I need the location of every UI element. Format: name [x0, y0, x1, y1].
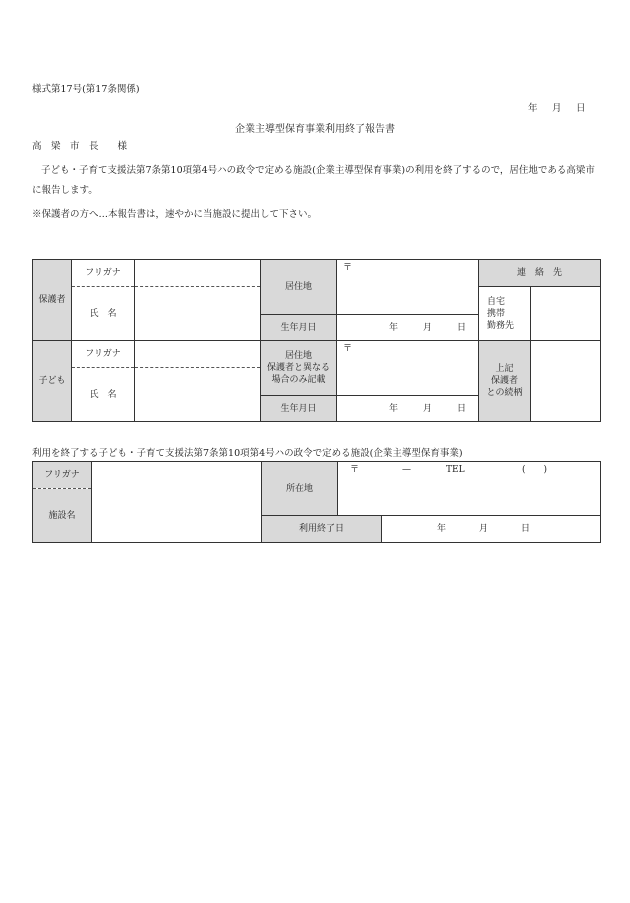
- child-name-field[interactable]: [135, 368, 261, 422]
- guardian-residence-field[interactable]: [337, 260, 479, 315]
- contact-field[interactable]: [531, 287, 601, 341]
- contact-header: 連 絡 先: [479, 260, 601, 287]
- child-residence-label: 居住地 保護者と異なる 場合のみ記載: [261, 341, 337, 396]
- form-number: 様式第17号(第17条関係): [32, 84, 140, 95]
- body-text: 子ども・子育て支援法第7条第10項第4号ハの政令で定める施設(企業主導型保育事業)の利用を終了するので，居住地である高梁市に報告します。: [32, 165, 595, 196]
- guardian-residence-label: 居住地: [261, 260, 337, 315]
- guardian-birthdate-label: 生年月日: [261, 315, 337, 341]
- child-furigana-label: フリガナ: [72, 341, 135, 368]
- postal-mark: 〒: [343, 263, 353, 273]
- document-title: 企業主導型保育事業利用終了報告書: [235, 124, 395, 135]
- child-birthdate-field[interactable]: 年 月 日: [337, 396, 479, 422]
- relation-label: 上記 保護者 との続柄: [479, 341, 531, 422]
- guardian-furigana-field[interactable]: [135, 260, 261, 287]
- end-date-label: 利用終了日: [262, 516, 382, 543]
- facility-section-title: 利用を終了する子ども・子育て支援法第7条第10項第4号ハの政令で定める施設(企業主導型保育事業): [32, 448, 463, 459]
- postal-dash: —: [402, 465, 411, 475]
- contact-work: 勤務先: [487, 320, 515, 331]
- child-furigana-field[interactable]: [135, 341, 261, 368]
- date-line: 年 月 日: [528, 103, 586, 114]
- facility-location-label: 所在地: [262, 462, 338, 516]
- guardian-header: 保護者: [33, 260, 72, 341]
- guardian-birthdate-field[interactable]: 年 月 日: [337, 315, 479, 341]
- end-date-field[interactable]: 年 月 日: [382, 516, 601, 543]
- guardian-name-label: 氏 名: [72, 287, 135, 341]
- child-residence-field[interactable]: [337, 341, 479, 396]
- contact-home: 自宅: [487, 296, 506, 307]
- tel-label: TEL: [446, 465, 465, 475]
- note-text: ※保護者の方へ…本報告書は，速やかに当施設に提出して下さい。: [32, 209, 318, 220]
- postal-mark: 〒: [350, 465, 360, 475]
- child-name-label: 氏 名: [72, 368, 135, 422]
- facility-furigana-label: フリガナ: [33, 462, 92, 489]
- facility-table: [32, 461, 601, 543]
- facility-name-label: 施設名: [33, 489, 92, 543]
- guardian-child-table: [32, 259, 601, 422]
- tel-paren: ( ): [522, 465, 548, 475]
- facility-location-field[interactable]: [338, 462, 601, 516]
- child-birthdate-label: 生年月日: [261, 396, 337, 422]
- guardian-furigana-label: フリガナ: [72, 260, 135, 287]
- postal-mark: 〒: [343, 344, 353, 354]
- child-header: 子ども: [33, 341, 72, 422]
- addressee: 高 梁 市 長 様: [32, 141, 128, 152]
- facility-name-field[interactable]: [92, 462, 262, 543]
- contact-types: [479, 287, 531, 341]
- relation-field[interactable]: [531, 341, 601, 422]
- guardian-name-field[interactable]: [135, 287, 261, 341]
- contact-mobile: 携帯: [487, 308, 506, 319]
